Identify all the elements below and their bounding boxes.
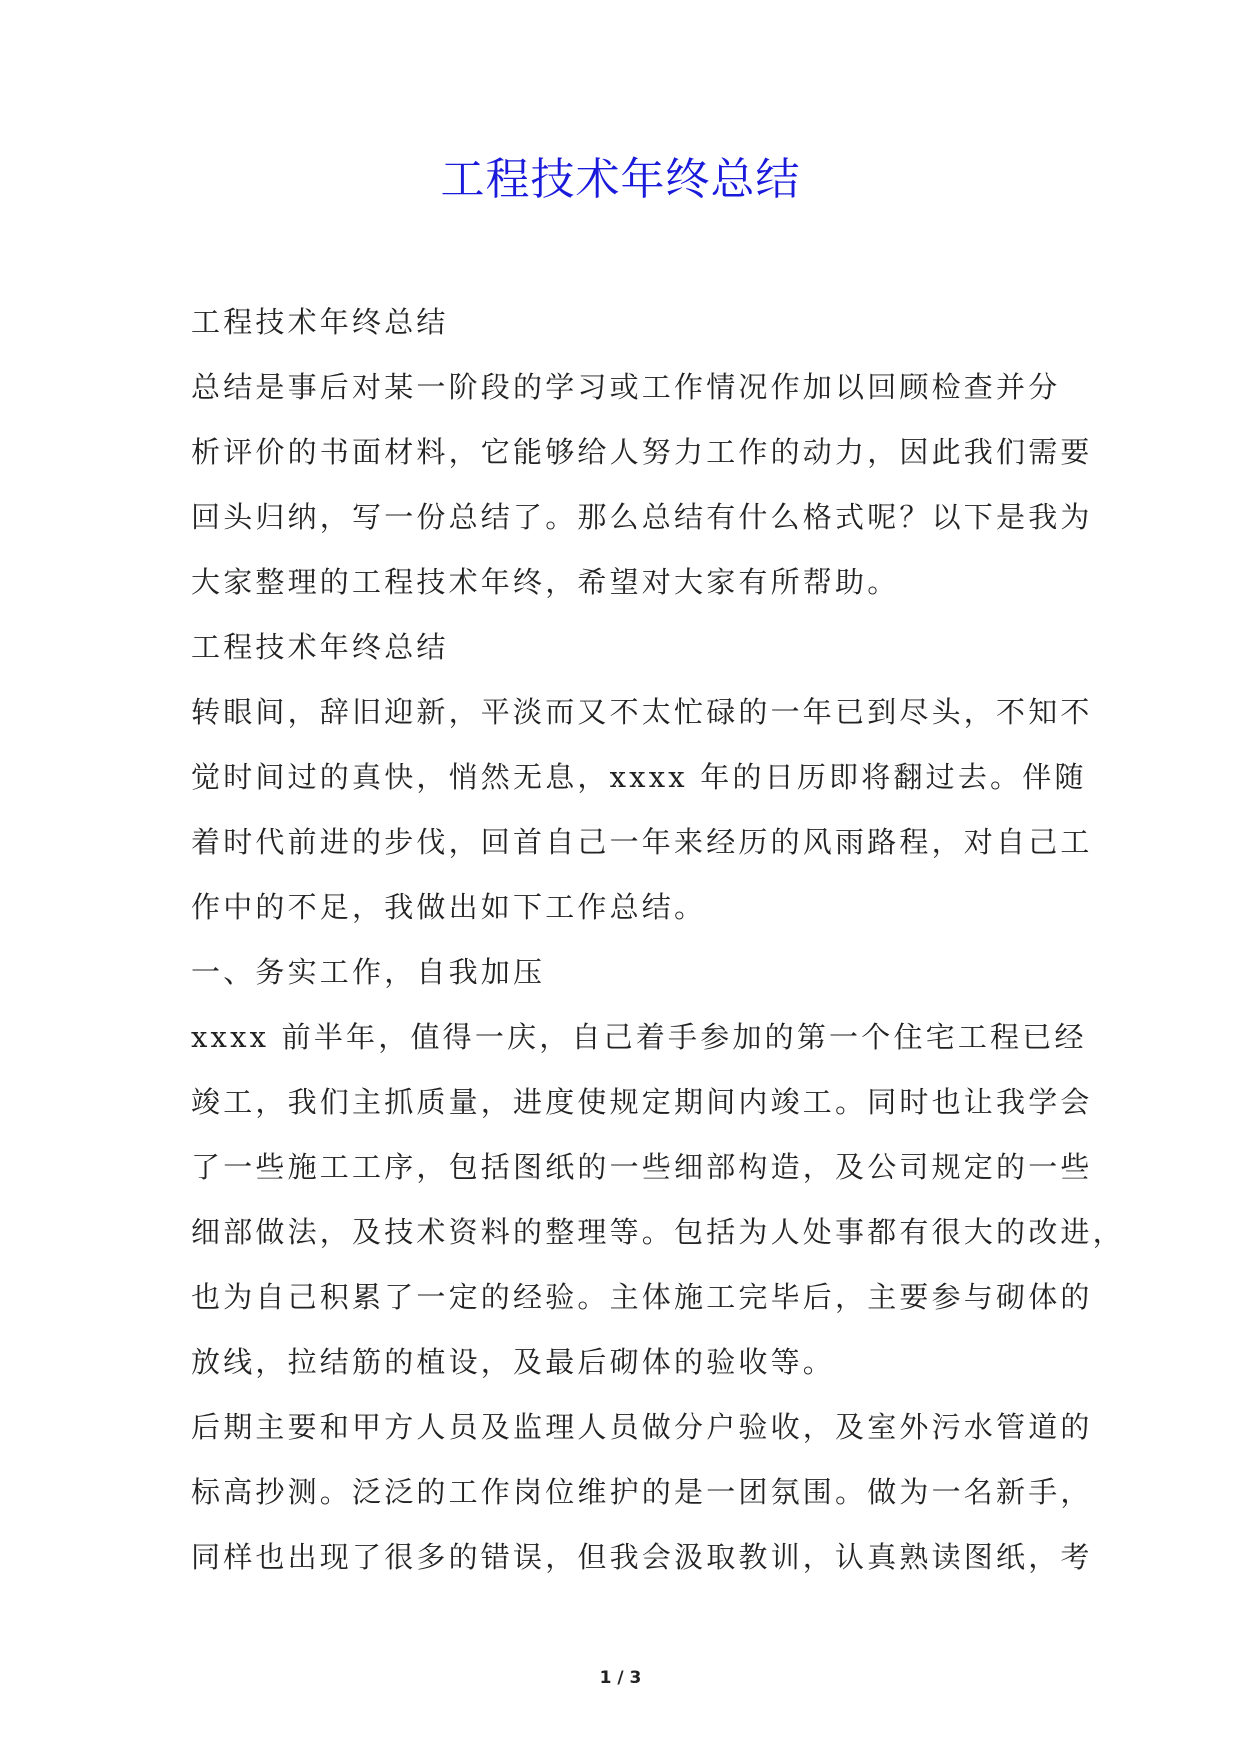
page-number: 1 / 3 [599,1668,642,1688]
section-heading: 一、务实工作，自我加压 [191,955,546,989]
document-title: 工程技术年终总结 [440,154,801,205]
document-body [191,290,1125,1590]
paragraph-line: xxxx 前半年，值得一庆，自己着手参加的第一个住宅工程已经 [191,1020,1087,1054]
paragraph-line: 回头归纳，写一份总结了。那么总结有什么格式呢？以下是我为 [191,500,1093,534]
paragraph-line: 转眼间，辞旧迎新，平淡而又不太忙碌的一年已到尽头，不知不 [191,695,1093,729]
paragraph-line: 着时代前进的步伐，回首自己一年来经历的风雨路程，对自己工 [191,825,1093,859]
paragraph-line: 工程技术年终总结 [191,305,449,339]
paragraph-line: 工程技术年终总结 [191,630,449,664]
paragraph-line: 竣工，我们主抓质量，进度使规定期间内竣工。同时也让我学会 [191,1085,1093,1119]
paragraph-line: 作中的不足，我做出如下工作总结。 [191,890,707,924]
paragraph-line: 析评价的书面材料，它能够给人努力工作的动力，因此我们需要 [191,435,1093,469]
paragraph-line: 标高抄测。泛泛的工作岗位维护的是一团氛围。做为一名新手， [191,1475,1093,1509]
paragraph-line: 放线，拉结筋的植设，及最后砌体的验收等。 [191,1345,836,1379]
paragraph-line: 后期主要和甲方人员及监理人员做分户验收，及室外污水管道的 [191,1410,1093,1444]
paragraph-line: 也为自己积累了一定的经验。主体施工完毕后，主要参与砌体的 [191,1280,1093,1314]
paragraph-line: 了一些施工工序，包括图纸的一些细部构造，及公司规定的一些 [191,1150,1093,1184]
paragraph-line: 同样也出现了很多的错误，但我会汲取教训，认真熟读图纸，考 [191,1540,1093,1574]
paragraph-line: 总结是事后对某一阶段的学习或工作情况作加以回顾检查并分 [191,370,1061,404]
paragraph-line: 觉时间过的真快，悄然无息，xxxx 年的日历即将翻过去。伴随 [191,760,1087,794]
paragraph-line: 大家整理的工程技术年终，希望对大家有所帮助。 [191,565,900,599]
paragraph-line: 细部做法，及技术资料的整理等。包括为人处事都有很大的改进， [191,1215,1125,1249]
